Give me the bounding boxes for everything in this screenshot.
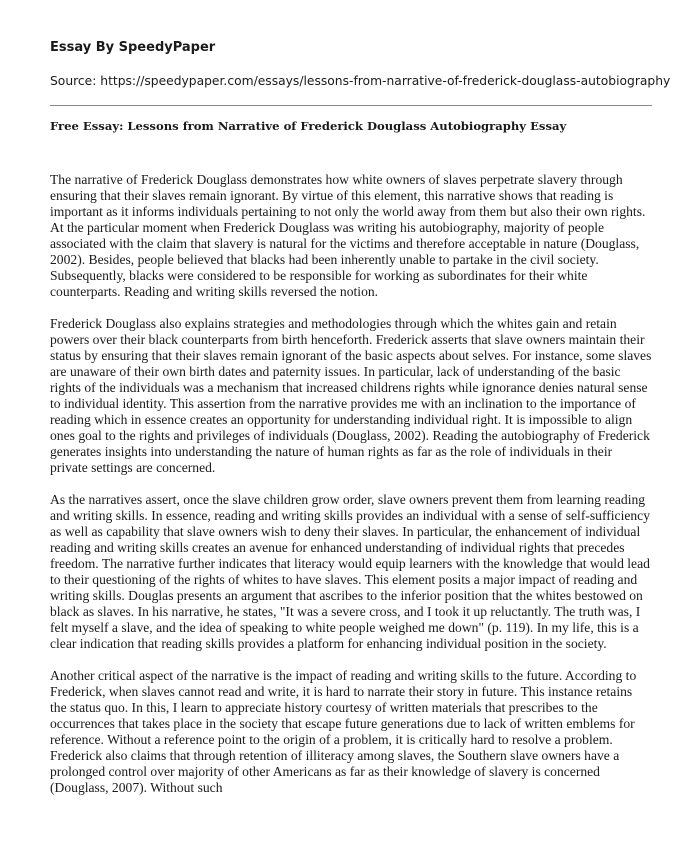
source-line: Source: https://speedypaper.com/essays/lessons-from-narrative-of-frederick-douglass-autobiography — [50, 74, 671, 88]
essay-paragraph-2: Frederick Douglass also explains strategies and methodologies through which the whites gain and retain powers over their black counterparts from birth henceforth. Frederick asserts that slave owners maintain their status by ensuring that their slaves remain ignorant of the basic aspects about selves. For instance, some slaves are unaware of their own birth dates and paternity issues. In particular, lack of understanding of the basic rights of the individuals was a mechanism that increased childrens rights while ignorance denies natural sense to individual identity. This assertion from the narrative provides me with an inclination to the importance of reading which in essence creates an opportunity for understanding individual right. It is impossible to align ones goal to the rights and privileges of individuals (Douglass, 2002). Reading the autobiography of Frederick generates insights into understanding the nature of human rights as far as the role of individuals in their private settings are concerned. — [50, 316, 652, 475]
header-divider — [50, 105, 652, 106]
essay-paragraph-1: The narrative of Frederick Douglass demonstrates how white owners of slaves perpetrate slavery through ensuring that their slaves remain ignorant. By virtue of this element, this narrative shows that reading is important as it informs individuals pertaining to not only the world away from them but also their own rights. At the particular moment when Frederick Douglass was writing his autobiography, majority of people associated with the claim that slavery is natural for the victims and therefore acceptable in nature (Douglass, 2002). Besides, people believed that blacks had been inherently unable to partake in the civil society. Subsequently, blacks were considered to be responsible for working as subordinates for their white counterparts. Reading and writing skills reversed the notion. — [50, 172, 646, 299]
essay-title: Free Essay: Lessons from Narrative of Frederick Douglass Autobiography Essay — [50, 119, 567, 133]
essay-body — [50, 172, 652, 796]
document-page — [50, 40, 671, 812]
essay-paragraph-3: As the narratives assert, once the slave children grow order, slave owners prevent them from learning reading and writing skills. In essence, reading and writing skills provides an individual with a sense of self-sufficiency as well as capability that slave owners wish to deny their slaves. In particular, the enhancement of individual reading and writing skills creates an avenue for enhanced understanding of individual rights that precedes freedom. The narrative further indicates that literacy would equip learners with the knowledge that would lead to their questioning of the rights of whites to have slaves. This element posits a major impact of reading and writing skills. Douglas presents an argument that ascribes to the inferior position that the whites bestowed on black as slaves. In his narrative, he states, "It was a severe cross, and I took it up reluctantly. The truth was, I felt myself a slave, and the idea of speaking to white people weighed me down" (p. 119). In my life, this is a clear indication that reading skills provides a platform for enhancing individual position in the society. — [50, 492, 651, 651]
essay-paragraph-4: Another critical aspect of the narrative is the impact of reading and writing skills to the future. According to Frederick, when slaves cannot read and write, it is hard to narrate their story in future. This instance retains the status quo. In this, I learn to appreciate history courtesy of written materials that prescribes to the occurrences that takes place in the society that escape future generations due to lack of written emblems for reference. Without a reference point to the origin of a problem, it is critically hard to resolve a problem. Frederick also claims that through retention of illiteracy among slaves, the Southern slave owners have a prolonged control over majority of other Americans as far as their knowledge of slavery is concerned (Douglass, 2007). Without such — [50, 668, 637, 795]
brand-heading: Essay By SpeedyPaper — [50, 40, 216, 55]
